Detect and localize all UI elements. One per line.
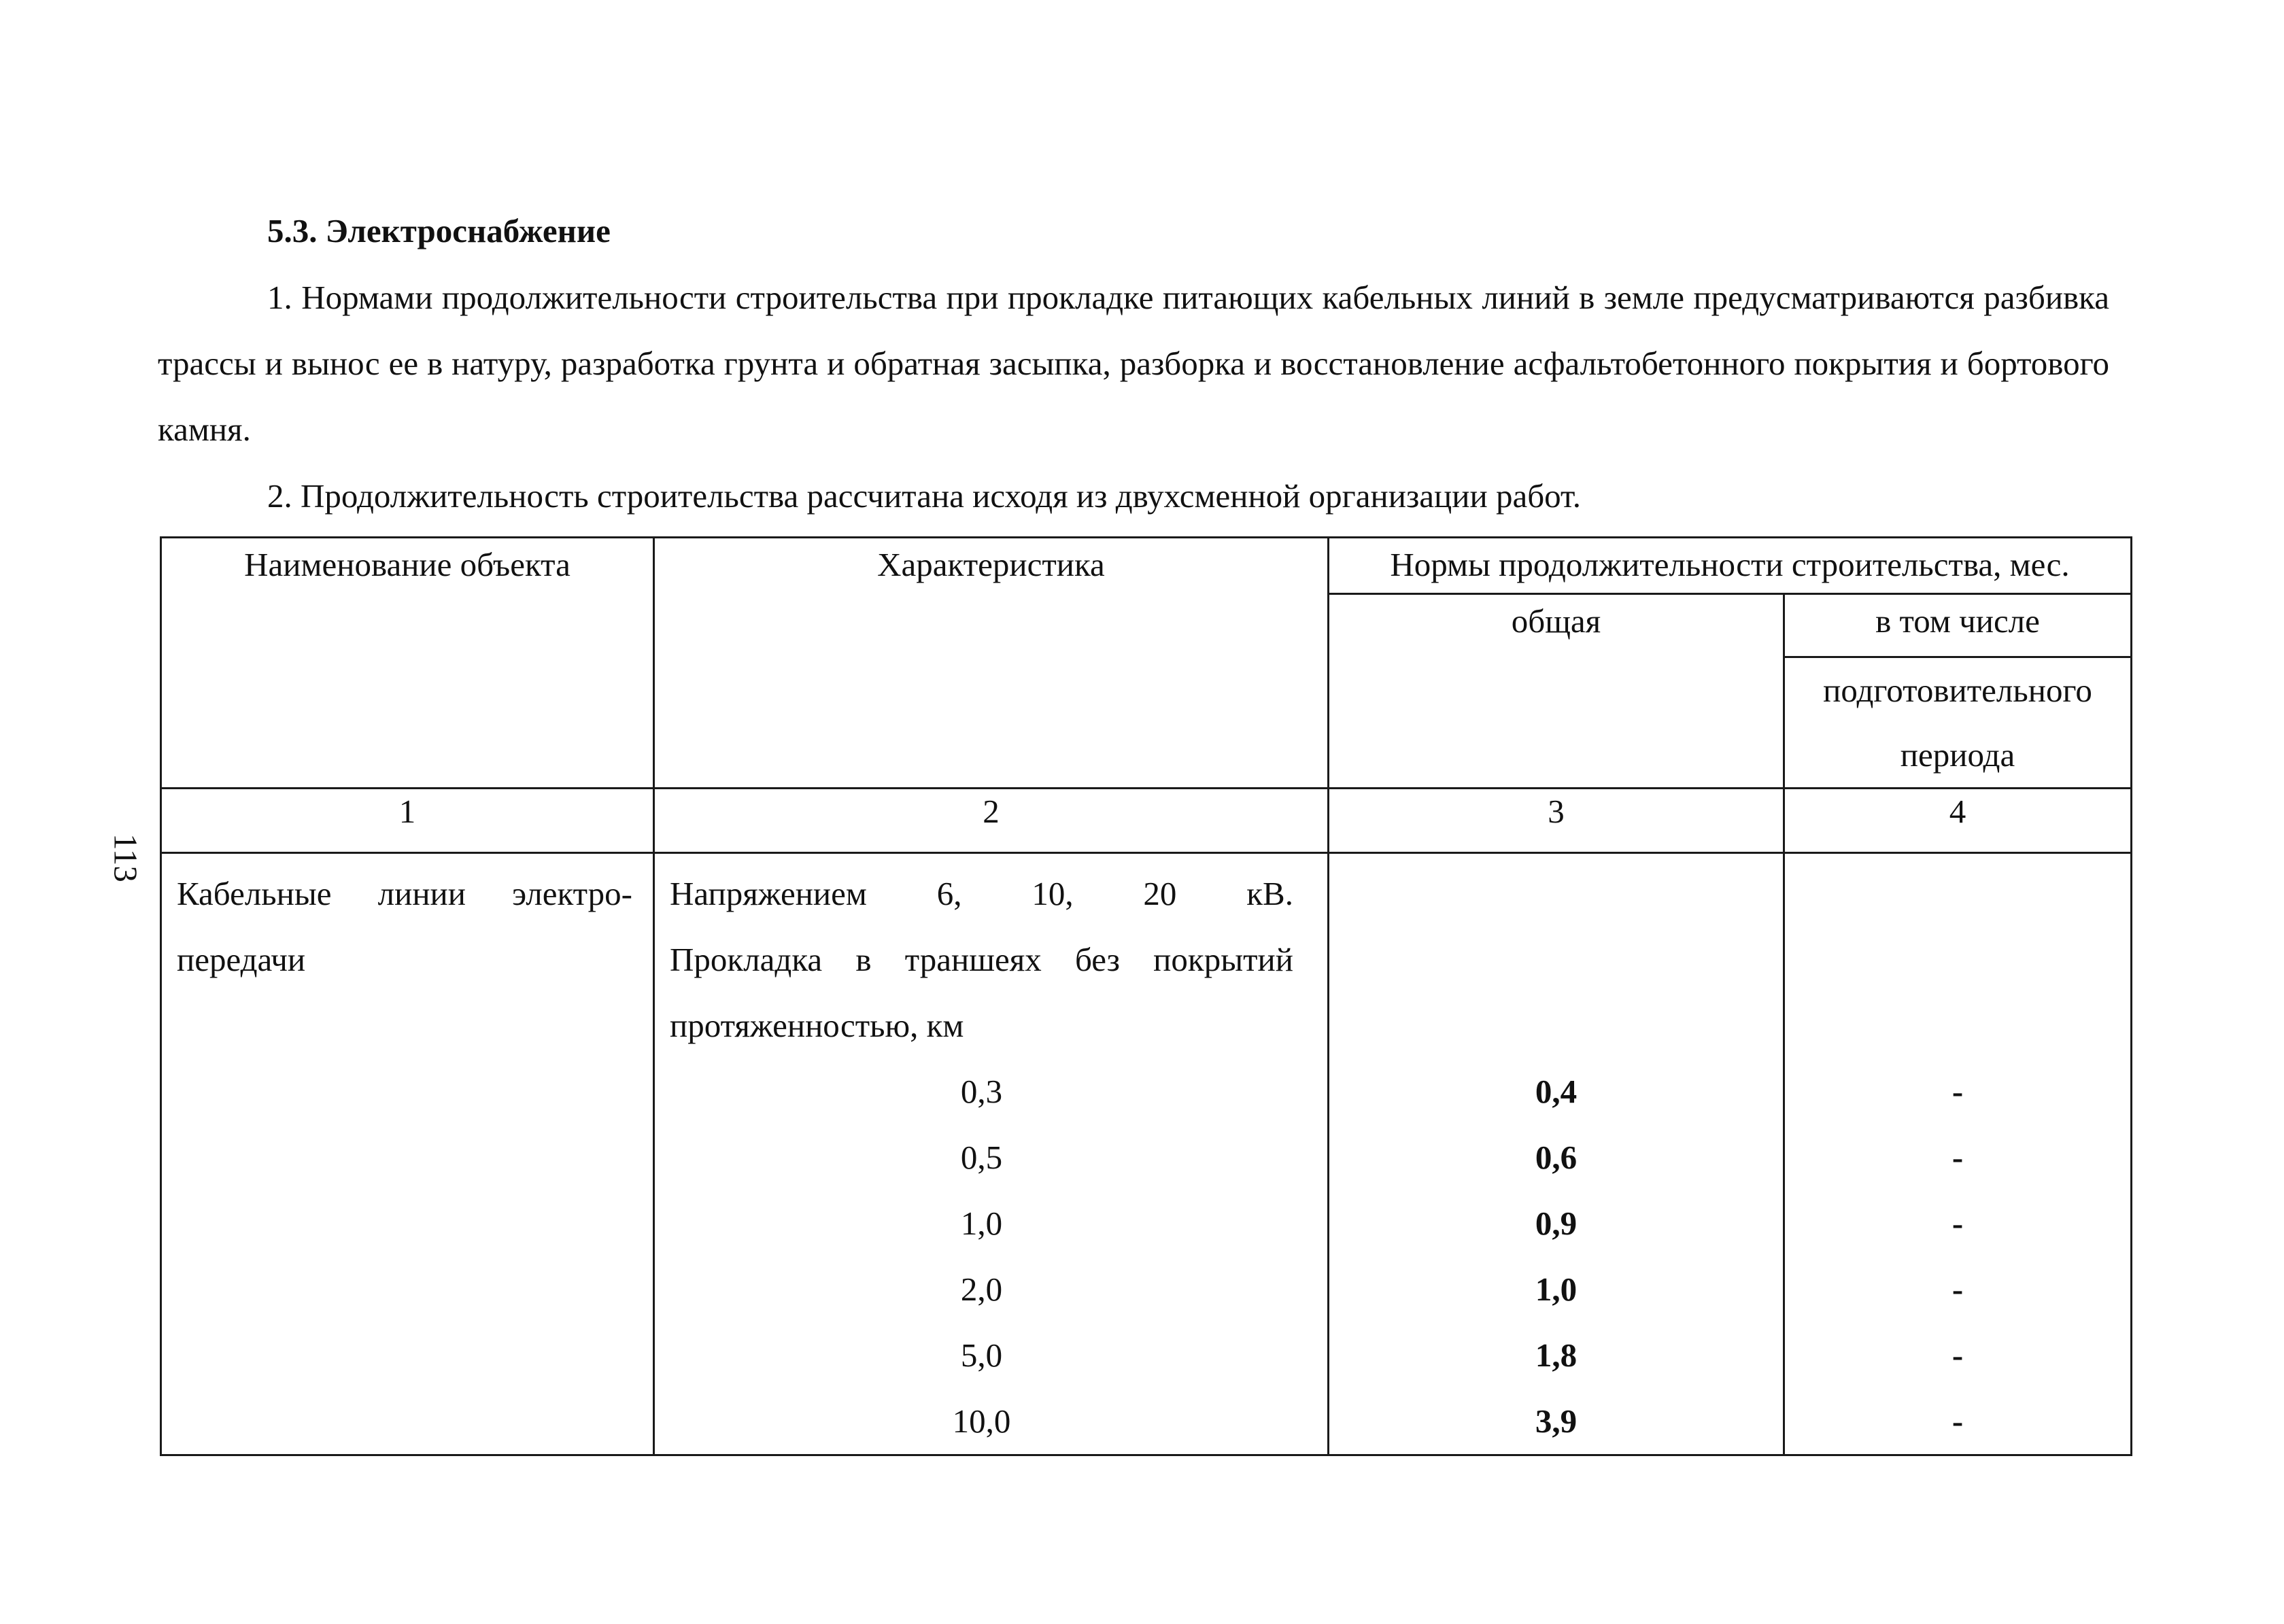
total-duration-value: 0,6 xyxy=(1535,1139,1578,1176)
column-number-1: 1 xyxy=(161,789,654,853)
column-number-3: 3 xyxy=(1329,789,1784,853)
preparatory-duration-cell xyxy=(1784,853,2132,1455)
total-duration-value: 3,9 xyxy=(1535,1402,1578,1440)
length-value: 0,3 xyxy=(960,1073,1003,1110)
total-duration-value: 1,8 xyxy=(1535,1336,1578,1374)
header-including: в том числе xyxy=(1784,594,2132,657)
paragraph-1: 1. Нормами продолжительности строительства при прокладке питающих кабельных линий в земле предусматриваются разбивка трассы и вынос ее в натуру, разработка грунта и обратная засыпка, разборка и восстановление асфальтобетонного покрытия и бортового камня. xyxy=(158,279,2109,448)
header-preparatory: подготовительного периода xyxy=(1784,657,2132,789)
preparatory-duration-value: - xyxy=(1951,1402,1964,1440)
preparatory-duration-value: - xyxy=(1951,1271,1964,1308)
page-number: 113 xyxy=(107,833,145,882)
preparatory-duration-value: - xyxy=(1951,1336,1964,1374)
total-duration-value: 0,9 xyxy=(1535,1205,1578,1242)
length-value: 0,5 xyxy=(960,1139,1003,1176)
length-value: 5,0 xyxy=(960,1336,1003,1374)
header-total: общая xyxy=(1329,594,1784,789)
preparatory-duration-value: - xyxy=(1951,1139,1964,1176)
total-duration-value: 1,0 xyxy=(1535,1271,1578,1308)
section-title: 5.3. Электроснабжение xyxy=(267,212,611,249)
header-characteristic: Характеристика xyxy=(654,538,1329,789)
total-duration-value: 0,4 xyxy=(1535,1073,1578,1110)
preparatory-duration-value: - xyxy=(1951,1073,1964,1110)
object-name-cell: Кабельные линии электро-передачи xyxy=(161,853,654,1455)
duration-norms-table xyxy=(160,536,2132,1456)
total-duration-cell xyxy=(1329,853,1784,1455)
paragraph-2: 2. Продолжительность строительства рассчитана исходя из двухсменной организации работ. xyxy=(267,477,1581,515)
column-number-4: 4 xyxy=(1784,789,2132,853)
column-number-2: 2 xyxy=(654,789,1329,853)
characteristic-cell xyxy=(654,853,1329,1455)
length-value: 1,0 xyxy=(960,1205,1003,1242)
characteristic-line: Напряжением 6, 10, 20 кВ. xyxy=(670,875,1293,912)
characteristic-line: протяженностью, км xyxy=(670,1007,964,1044)
length-value: 2,0 xyxy=(960,1271,1003,1308)
preparatory-duration-value: - xyxy=(1951,1205,1964,1242)
header-object-name: Наименование объекта xyxy=(161,538,654,789)
characteristic-line: Прокладка в траншеях без покрытий xyxy=(670,941,1293,978)
header-norms: Нормы продолжительности строительства, мес. xyxy=(1329,538,2132,594)
length-value: 10,0 xyxy=(952,1402,1011,1440)
